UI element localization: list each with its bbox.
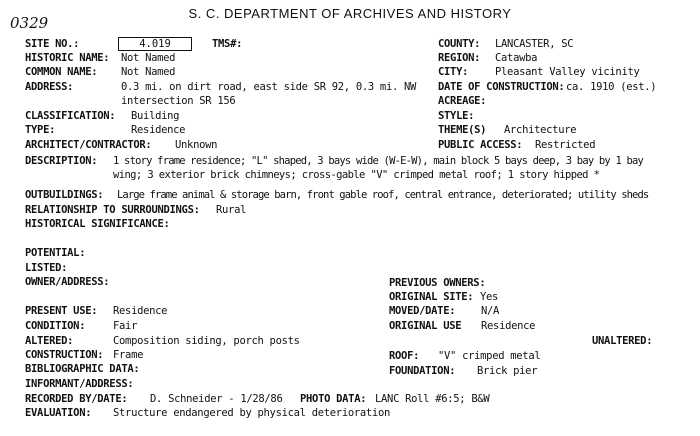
unaltered-label: UNALTERED:: [592, 335, 653, 347]
acreage-label: ACREAGE:: [438, 95, 487, 107]
common-name-label: COMMON NAME:: [25, 66, 98, 78]
type-label: TYPE:: [25, 124, 56, 136]
address-label: ADDRESS:: [25, 81, 74, 93]
themes-label: THEME(S): [438, 124, 487, 136]
city-value: Pleasant Valley vicinity: [495, 66, 640, 78]
foundation-label: FOUNDATION:: [389, 365, 456, 377]
historic-name-label: HISTORIC NAME:: [25, 52, 110, 64]
handwritten-number: 0329: [10, 14, 49, 32]
historic-name-value: Not Named: [121, 52, 176, 64]
themes-value: Architecture: [504, 124, 577, 136]
address-line2: intersection SR 156: [121, 95, 236, 107]
owner-label: OWNER/ADDRESS:: [25, 276, 110, 288]
historical-label: HISTORICAL SIGNIFICANCE:: [25, 218, 170, 230]
evaluation-value: Structure endangered by physical deterioration: [113, 407, 390, 419]
moved-label: MOVED/DATE:: [389, 305, 456, 317]
county-label: COUNTY:: [438, 38, 481, 50]
relationship-label: RELATIONSHIP TO SURROUNDINGS:: [25, 204, 200, 216]
city-label: CITY:: [438, 66, 469, 78]
classification-value: Building: [131, 110, 180, 122]
outbuildings-label: OUTBUILDINGS:: [25, 189, 104, 201]
altered-label: ALTERED:: [25, 335, 74, 347]
date-label: DATE OF CONSTRUCTION:: [438, 81, 565, 93]
relationship-value: Rural: [216, 204, 247, 216]
style-label: STYLE:: [438, 110, 475, 122]
evaluation-label: EVALUATION:: [25, 407, 92, 419]
page-title: S. C. DEPARTMENT OF ARCHIVES AND HISTORY: [188, 6, 512, 21]
condition-label: CONDITION:: [25, 320, 86, 332]
construction-label: CONSTRUCTION:: [25, 349, 104, 361]
outbuildings-value: Large frame animal & storage barn, front gable roof, central entrance, deteriorated; utility sheds: [117, 189, 649, 201]
altered-value: Composition siding, porch posts: [113, 335, 300, 347]
common-name-value: Not Named: [121, 66, 176, 78]
condition-value: Fair: [113, 320, 138, 332]
original-use-label: ORIGINAL USE: [389, 320, 462, 332]
informant-label: INFORMANT/ADDRESS:: [25, 378, 134, 390]
foundation-value: Brick pier: [477, 365, 538, 377]
potential-label: POTENTIAL:: [25, 247, 86, 259]
original-site-value: Yes: [480, 291, 499, 303]
region-label: REGION:: [438, 52, 481, 64]
description-line1: 1 story frame residence; "L" shaped, 3 bays wide (W-E-W), main block 5 bays deep, 3 bay by 1 bay: [113, 155, 644, 167]
classification-label: CLASSIFICATION:: [25, 110, 116, 122]
present-use-value: Residence: [113, 305, 168, 317]
photo-label: PHOTO DATA:: [300, 393, 367, 405]
architect-label: ARCHITECT/CONTRACTOR:: [25, 139, 152, 151]
tms-label: TMS#:: [212, 38, 243, 50]
original-use-value: Residence: [481, 320, 536, 332]
description-label: DESCRIPTION:: [25, 155, 98, 167]
original-site-label: ORIGINAL SITE:: [389, 291, 474, 303]
present-use-label: PRESENT USE:: [25, 305, 98, 317]
previous-owners-label: PREVIOUS OWNERS:: [389, 277, 486, 289]
public-access-value: Restricted: [535, 139, 596, 151]
address-line1: 0.3 mi. on dirt road, east side SR 92, 0.3 mi. NW: [121, 81, 417, 93]
date-value: ca. 1910 (est.): [566, 81, 657, 93]
public-access-label: PUBLIC ACCESS:: [438, 139, 523, 151]
construction-value: Frame: [113, 349, 144, 361]
site-no-label: SITE NO.:: [25, 38, 80, 50]
bibliographic-label: BIBLIOGRAPHIC DATA:: [25, 363, 140, 375]
description-line2: wing; 3 exterior brick chimneys; cross-gable "V" crimped metal roof; 1 story hipped *: [113, 169, 600, 181]
recorded-value: D. Schneider - 1/28/86: [150, 393, 283, 405]
region-value: Catawba: [495, 52, 538, 64]
moved-value: N/A: [481, 305, 500, 317]
county-value: LANCASTER, SC: [495, 38, 574, 50]
type-value: Residence: [131, 124, 186, 136]
architect-value: Unknown: [175, 139, 218, 151]
photo-value: LANC Roll #6:5; B&W: [375, 393, 490, 405]
listed-label: LISTED:: [25, 262, 68, 274]
recorded-label: RECORDED BY/DATE:: [25, 393, 128, 405]
roof-label: ROOF:: [389, 350, 420, 362]
roof-value: "V" crimped metal: [438, 350, 541, 362]
site-no-box: 4.019: [118, 37, 192, 51]
